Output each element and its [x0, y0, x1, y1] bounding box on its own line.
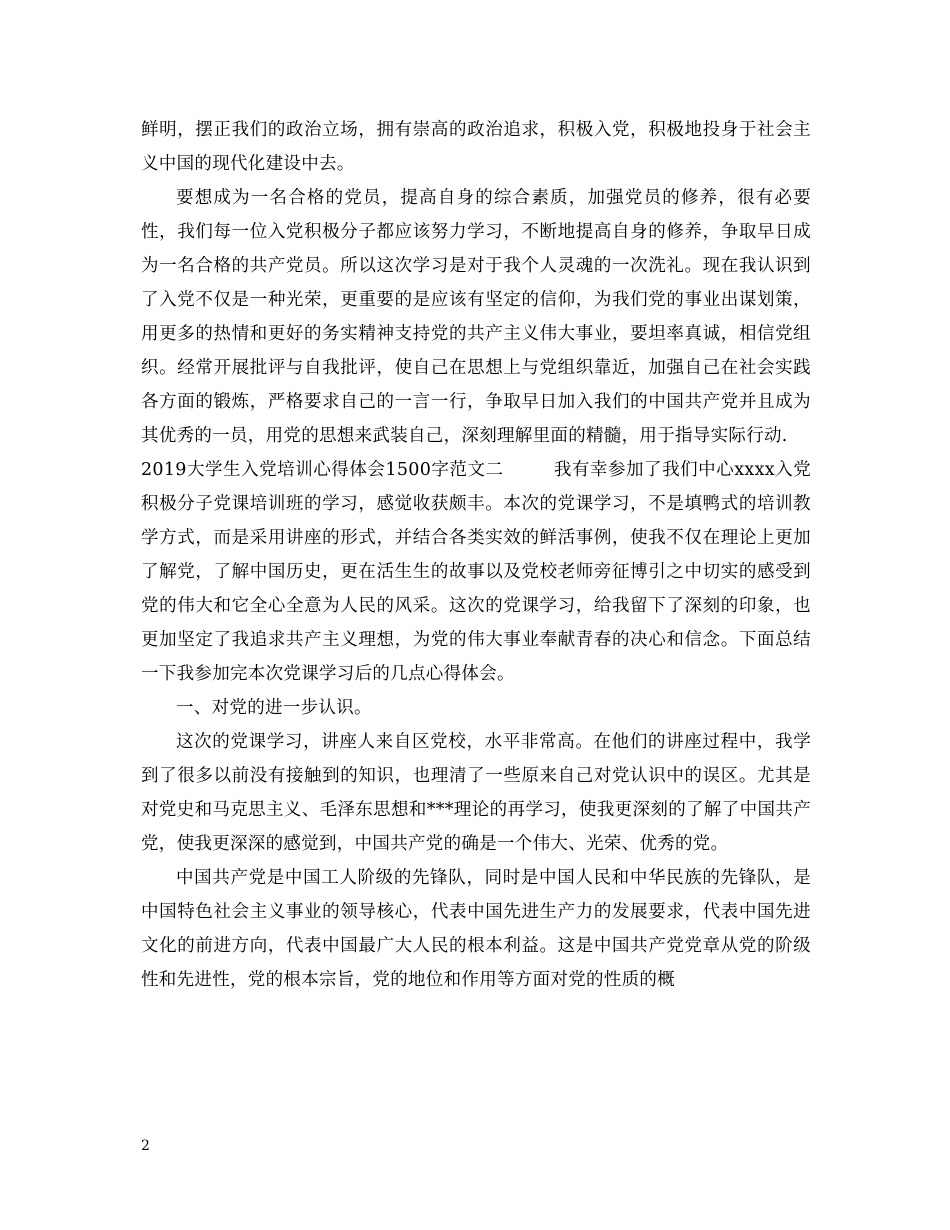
paragraph-2: 要想成为一名合格的党员，提高自身的综合素质，加强党员的修养，很有必要性，我们每一位入党积极分子都应该努力学习，不断地提高自身的修养，争取早日成为一名合格的共产党员。所以这次学习是对于我个人灵魂的一次洗礼。现在我认识到了入党不仅是一种光荣，更重要的是应该有坚定的信仰，为我们党的事业出谋划策，用更多的热情和更好的务实精神支持党的共产主义伟大事业，要坦率真诚，相信党组织。经常开展批评与自我批评，使自己在思想上与党组织靠近，加强自己在社会实践各方面的锻炼，严格要求自己的一言一行，争取早日加入我们的中国共产党并且成为其优秀的一员，用党的思想来武装自己，深刻理解里面的精髓，用于指导实际行动. — [141, 188, 811, 446]
section-lead: 我有幸参加了我们中心xxxx入党积极分子党课培训班的学习，感觉收获颇丰。本次的党课学习，不是填鸭式的培训教学方式，而是采用讲座的形式，并结合各类实效的鲜活事例，使我不仅在理论上更加了解党，了解中国历史，更在活生生的故事以及党校老师旁征博引之中切实的感受到党的伟大和它全心全意为人民的风采。这次的党课学习，给我留下了深刻的印象，也更加坚定了我追求共产主义理想，为党的伟大事业奉献青春的决心和信念。下面总结一下我参加完本次党课学习后的几点心得体会。 — [141, 460, 811, 684]
paragraph-1: 鲜明，摆正我们的政治立场，拥有崇高的政治追求，积极入党，积极地投身于社会主义中国的现代化建设中去。 — [141, 120, 811, 174]
section-paragraph — [141, 453, 811, 691]
page-number: 2 — [141, 1138, 150, 1154]
section-title: 2019大学生入党培训心得体会1500字范文二 — [141, 460, 504, 480]
paragraph-lecture: 这次的党课学习，讲座人来自区党校，水平非常高。在他们的讲座过程中，我学到了很多以前没有接触到的知识，也理清了一些原来自己对党认识中的误区。尤其是对党史和马克思主义、毛泽东思想和***理论的再学习，使我更深刻的了解了中国共产党，使我更深深的感觉到，中国共产党的确是一个伟大、光荣、优秀的党。 — [141, 732, 811, 854]
heading-understanding: 一、对党的进一步认识。 — [176, 698, 372, 718]
paragraph-party-nature: 中国共产党是中国工人阶级的先锋队，同时是中国人民和中华民族的先锋队，是中国特色社会主义事业的领导核心，代表中国先进生产力的发展要求，代表中国先进文化的前进方向，代表中国最广大人民的根本利益。这是中国共产党党章从党的阶级性和先进性，党的根本宗旨，党的地位和作用等方面对党的性质的概 — [141, 868, 811, 990]
document-body — [141, 113, 811, 997]
